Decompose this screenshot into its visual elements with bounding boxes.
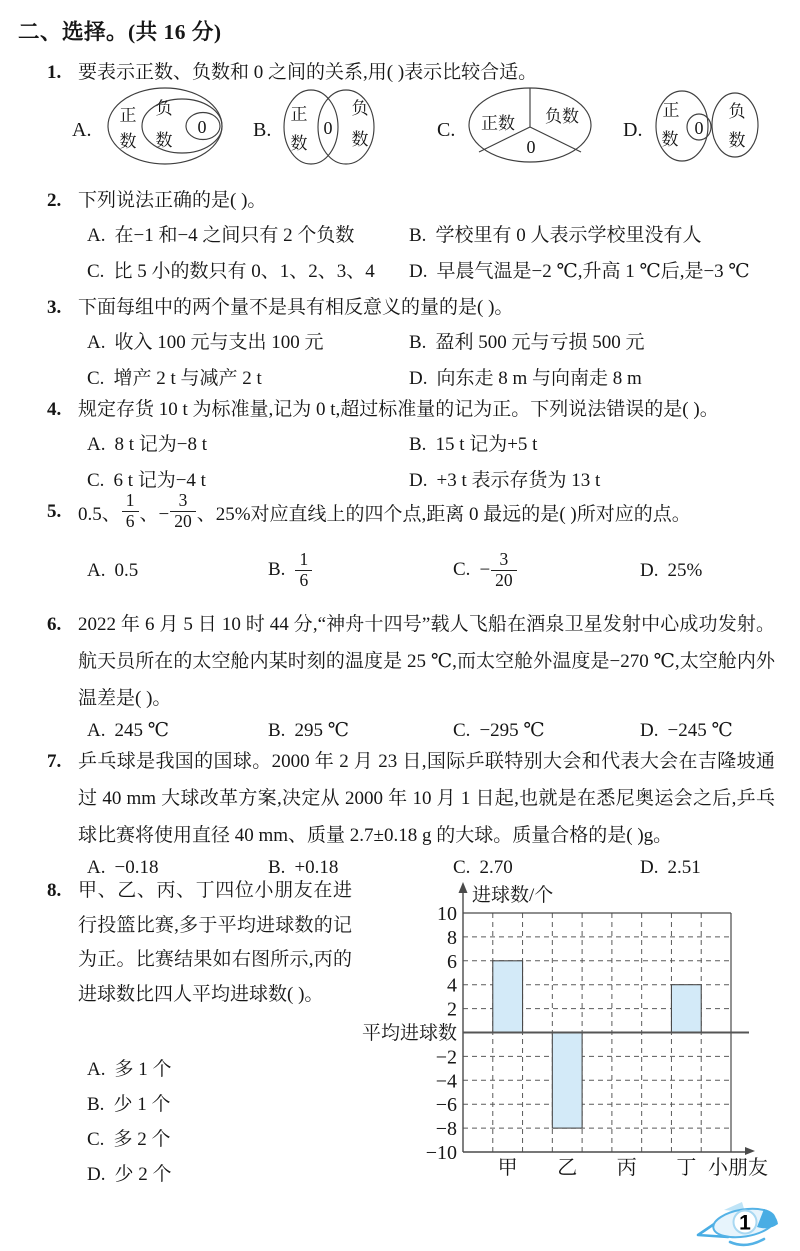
option-row: A. 8 t 记为−8 t — [87, 434, 208, 455]
question-6 — [47, 606, 775, 741]
svg-text:负数: 负数 — [545, 107, 579, 126]
option-text: −245 ℃ — [667, 720, 733, 741]
option-row: B. 学校里有 0 人表示学校里没有人 — [409, 225, 702, 246]
question-4 — [47, 391, 768, 491]
option-text: −295 ℃ — [479, 720, 545, 741]
svg-text:数: 数 — [351, 130, 369, 149]
venn-diagram-b — [284, 90, 374, 164]
option-text: 8 t 记为−8 t — [114, 434, 208, 455]
rocket-page-icon — [688, 1198, 782, 1250]
y-tick-label: 4 — [447, 974, 457, 997]
page-number: 1 — [739, 1211, 751, 1235]
option-row: B. 15 t 记为+5 t — [409, 434, 538, 455]
fraction: $\frac{1}{6}$ — [122, 491, 139, 531]
option-text: +3 t 表示存货为 13 t — [436, 470, 601, 491]
fraction: $\frac{3}{20}$ — [170, 491, 196, 531]
question-stem: 要表示正数、负数和 0 之间的关系,用( )表示比较合适。 — [78, 62, 538, 83]
option-row: B. +0.18 — [268, 857, 339, 878]
option-row: D. +3 t 表示存货为 13 t — [409, 470, 601, 491]
y-tick-label: −8 — [435, 1118, 457, 1141]
option-row: C. 6 t 记为−4 t — [87, 470, 206, 491]
option-row: D. 2.51 — [640, 857, 701, 878]
option-row: A. 多 1 个 — [87, 1059, 172, 1080]
question-stem: 甲、乙、丙、丁四位小朋友在进行投篮比赛,多于平均进球数的记为正。比赛结果如右图所示,丙的进球数比四人平均进球数( )。 — [78, 880, 352, 1005]
options — [87, 544, 768, 598]
option-row: A. 0.5 — [87, 560, 139, 581]
x-axis-arrow — [745, 1147, 755, 1155]
question-7 — [47, 743, 775, 878]
question-3 — [47, 289, 768, 389]
option-row: C. − $\frac{3}{20}$ — [453, 551, 640, 591]
option-text: 在−1 和−4 之间只有 2 个负数 — [114, 225, 355, 246]
question-stem: 下列说法正确的是( )。 — [78, 190, 267, 211]
question-number: 3. — [47, 297, 62, 318]
section-title: 二、选择。(共 16 分) — [18, 20, 222, 44]
y-tick-label: −10 — [425, 1142, 457, 1164]
option-text: 多 1 个 — [114, 1059, 172, 1080]
venn-diagram-a — [108, 88, 222, 164]
option-row: C. −295 ℃ — [453, 720, 545, 741]
options — [87, 1052, 172, 1192]
option-text: 15 t 记为+5 t — [435, 434, 538, 455]
option-row: B. 少 1 个 — [87, 1094, 171, 1115]
chart-bar — [671, 985, 701, 1033]
x-category-label: 乙 — [557, 1157, 578, 1179]
option-row: C. 增产 2 t 与减产 2 t — [87, 368, 262, 389]
question-stem: 下面每组中的两个量不是具有相反意义的量的是( )。 — [78, 297, 514, 318]
fraction: $\frac{1}{6}$ — [295, 550, 312, 590]
option-text: 早晨气温是−2 ℃,升高 1 ℃后,是−3 ℃ — [436, 261, 750, 282]
option-row: D. 少 2 个 — [87, 1164, 172, 1185]
svg-text:正数: 正数 — [481, 114, 515, 133]
option-row: B. 盈利 500 元与亏损 500 元 — [409, 332, 645, 353]
svg-text:负: 负 — [155, 99, 173, 118]
score-bar-chart — [356, 870, 768, 1182]
question-number: 4. — [47, 399, 62, 420]
option-row: A. −0.18 — [87, 857, 159, 878]
option-text: 2.70 — [479, 857, 513, 878]
x-category-label: 甲 — [497, 1157, 518, 1179]
venn-diagram-c — [469, 88, 591, 162]
rocket-trail — [730, 1239, 764, 1245]
y-tick-label: 6 — [447, 950, 457, 973]
option-text: 向东走 8 m 与向南走 8 m — [436, 368, 642, 389]
svg-text:正: 正 — [290, 105, 308, 124]
option-row: D. 25% — [640, 560, 703, 581]
svg-text:0: 0 — [197, 117, 207, 137]
y-tick-label: 8 — [447, 926, 457, 949]
option-text: 6 t 记为−4 t — [113, 470, 206, 491]
option-text: −0.18 — [114, 857, 159, 878]
option-text: 收入 100 元与支出 100 元 — [114, 332, 324, 353]
question-number: 6. — [47, 614, 62, 635]
option-text: 少 2 个 — [114, 1164, 172, 1185]
svg-text:数: 数 — [728, 131, 746, 150]
option-label-a: A. — [72, 119, 92, 141]
x-category-label: 丙 — [616, 1157, 637, 1179]
y-tick-label: 2 — [447, 998, 457, 1021]
option-text: 245 ℃ — [114, 720, 169, 741]
options — [87, 325, 768, 397]
question-number: 2. — [47, 190, 62, 211]
option-text: 学校里有 0 人表示学校里没有人 — [435, 225, 702, 246]
option-row: D. 向东走 8 m 与向南走 8 m — [409, 368, 642, 389]
option-text: 0.5 — [114, 560, 139, 581]
option-label-b: B. — [253, 119, 272, 141]
option-text: 增产 2 t 与减产 2 t — [113, 368, 262, 389]
venn-diagram-options — [0, 82, 800, 182]
option-text: 少 1 个 — [113, 1094, 171, 1115]
option-row: D. −245 ℃ — [640, 720, 733, 741]
svg-text:正: 正 — [119, 106, 137, 125]
option-row: A. 收入 100 元与支出 100 元 — [87, 332, 324, 353]
options — [87, 218, 768, 290]
option-row: B. 295 ℃ — [268, 720, 349, 741]
option-row: C. 多 2 个 — [87, 1129, 171, 1150]
svg-text:数: 数 — [290, 134, 308, 153]
option-text: 25% — [667, 560, 703, 581]
y-tick-label: −4 — [435, 1070, 457, 1093]
svg-text:0: 0 — [526, 137, 536, 157]
venn-diagram-d — [656, 91, 758, 161]
question-stem: 规定存货 10 t 为标准量,记为 0 t,超过标准量的记为正。下列说法错误的是( )。 — [78, 399, 719, 420]
fraction: $\frac{3}{20}$ — [491, 550, 517, 590]
question-number: 8. — [47, 880, 62, 901]
svg-text:数: 数 — [119, 132, 137, 151]
question-5 — [47, 484, 768, 590]
chart-bar — [552, 1033, 582, 1129]
option-row: D. 早晨气温是−2 ℃,升高 1 ℃后,是−3 ℃ — [409, 261, 750, 282]
option-text: 2.51 — [667, 857, 701, 878]
y-tick-label: 10 — [437, 903, 457, 925]
svg-text:0: 0 — [694, 118, 704, 138]
option-label-d: D. — [623, 119, 643, 141]
y-tick-label: −2 — [435, 1046, 457, 1069]
svg-text:0: 0 — [323, 118, 333, 138]
svg-text:数: 数 — [661, 130, 679, 149]
svg-text:负: 负 — [728, 102, 746, 121]
option-text: 多 2 个 — [113, 1129, 171, 1150]
chart-bar — [493, 961, 523, 1033]
option-label-c: C. — [437, 119, 456, 141]
question-stem: 乒乓球是我国的国球。2000 年 2 月 23 日,国际乒联特别大会和代表大会在吉隆坡通过 40 mm 大球改革方案,决定从 2000 年 10 月 1 日起,也就是在悉尼奥运会之后,乒乓球比赛将使用直径 40 mm、质量 2.7±0.18 g 的大球。质量合格的是( )g。 — [78, 751, 775, 846]
option-text: 295 ℃ — [294, 720, 349, 741]
option-text: 比 5 小的数只有 0、1、2、3、4 — [113, 261, 375, 282]
question-2 — [47, 182, 768, 282]
y-axis-label: 进球数/个 — [472, 885, 554, 906]
option-row: C. 2.70 — [453, 857, 513, 878]
question-stem: 2022 年 6 月 5 日 10 时 44 分,“神舟十四号”载人飞船在酒泉卫星发射中心成功发射。航天员所在的太空舱内某时刻的温度是 25 ℃,而太空舱外温度是−270 ℃,太空舱内外温差是( )。 — [78, 614, 775, 709]
svg-text:负: 负 — [351, 99, 369, 118]
question-stem: 0.5、 $\frac{1}{6}$ 、− $\frac{3}{20}$ 、25%对应直线上的四个点,距离 0 最远的是( )所对应的点。 — [78, 489, 691, 531]
option-row: C. 比 5 小的数只有 0、1、2、3、4 — [87, 261, 375, 282]
y-axis-arrow — [459, 882, 468, 893]
question-number: 1. — [47, 62, 62, 83]
question-number: 5. — [47, 501, 62, 522]
option-row: A. 245 ℃ — [87, 720, 169, 741]
option-row: B. $\frac{1}{6}$ — [268, 551, 453, 591]
option-row: A. 在−1 和−4 之间只有 2 个负数 — [87, 225, 355, 246]
option-text: +0.18 — [294, 857, 339, 878]
zero-line-label: 平均进球数 — [361, 1023, 457, 1044]
x-axis-label: 小朋友 — [708, 1157, 768, 1179]
x-category-label: 丁 — [676, 1157, 697, 1179]
question-number: 7. — [47, 751, 62, 772]
svg-text:数: 数 — [155, 131, 173, 150]
y-tick-label: −6 — [435, 1094, 457, 1117]
option-text: 盈利 500 元与亏损 500 元 — [435, 332, 645, 353]
svg-text:正: 正 — [662, 101, 680, 120]
